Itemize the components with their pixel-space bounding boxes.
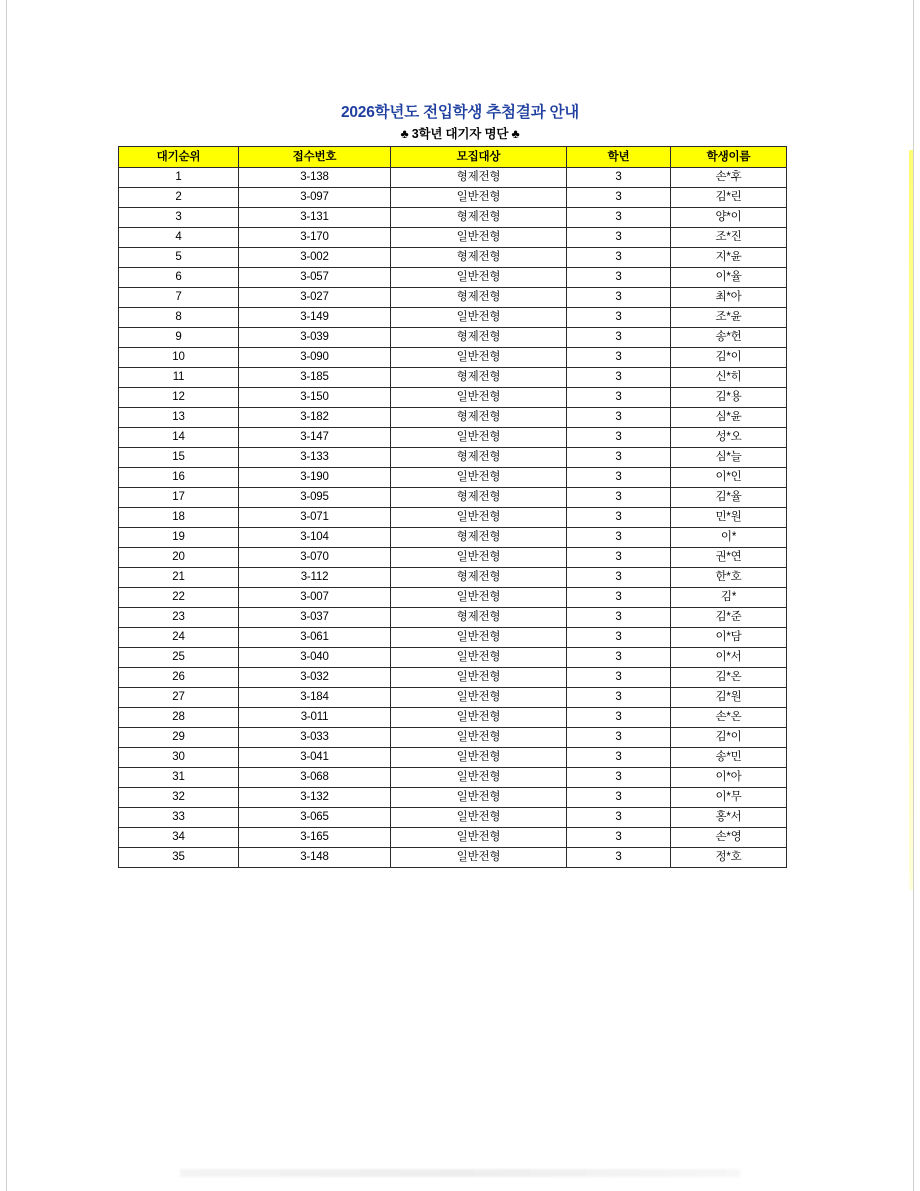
cell-app-no: 3-071	[239, 508, 391, 528]
page-subtitle: ♣ 3학년 대기자 명단 ♣	[400, 127, 520, 141]
cell-type: 형제전형	[391, 368, 567, 388]
cell-app-no: 3-090	[239, 348, 391, 368]
table-row	[119, 828, 787, 848]
cell-name: 신*히	[671, 368, 787, 388]
cell-name: 손*후	[671, 168, 787, 188]
cell-grade: 3	[567, 228, 671, 248]
cell-rank: 18	[119, 508, 239, 528]
cell-app-no: 3-133	[239, 448, 391, 468]
cell-type: 형제전형	[391, 248, 567, 268]
cell-grade: 3	[567, 348, 671, 368]
cell-name: 심*윤	[671, 408, 787, 428]
cell-name: 손*온	[671, 708, 787, 728]
cell-app-no: 3-182	[239, 408, 391, 428]
table-row	[119, 668, 787, 688]
cell-name: 손*영	[671, 828, 787, 848]
cell-rank: 23	[119, 608, 239, 628]
cell-grade: 3	[567, 768, 671, 788]
cell-grade: 3	[567, 548, 671, 568]
cell-app-no: 3-185	[239, 368, 391, 388]
cell-type: 일반전형	[391, 628, 567, 648]
cell-type: 형제전형	[391, 568, 567, 588]
cell-app-no: 3-039	[239, 328, 391, 348]
cell-type: 일반전형	[391, 508, 567, 528]
cell-name: 김*준	[671, 608, 787, 628]
cell-app-no: 3-002	[239, 248, 391, 268]
cell-type: 형제전형	[391, 328, 567, 348]
cell-grade: 3	[567, 208, 671, 228]
cell-rank: 28	[119, 708, 239, 728]
cell-name: 이*	[671, 528, 787, 548]
cell-name: 민*원	[671, 508, 787, 528]
cell-name: 김*이	[671, 348, 787, 368]
cell-app-no: 3-149	[239, 308, 391, 328]
cell-grade: 3	[567, 808, 671, 828]
table-row	[119, 808, 787, 828]
cell-app-no: 3-033	[239, 728, 391, 748]
cell-rank: 29	[119, 728, 239, 748]
cell-grade: 3	[567, 648, 671, 668]
cell-type: 일반전형	[391, 688, 567, 708]
table-row	[119, 228, 787, 248]
table-row	[119, 648, 787, 668]
table-row	[119, 788, 787, 808]
cell-grade: 3	[567, 608, 671, 628]
cell-type: 일반전형	[391, 308, 567, 328]
cell-type: 일반전형	[391, 808, 567, 828]
table-row	[119, 288, 787, 308]
cell-app-no: 3-138	[239, 168, 391, 188]
cell-grade: 3	[567, 668, 671, 688]
cell-rank: 10	[119, 348, 239, 368]
cell-rank: 5	[119, 248, 239, 268]
page-title: 2026학년도 전입학생 추첨결과 안내	[340, 104, 580, 121]
table-row	[119, 708, 787, 728]
table-row	[119, 448, 787, 468]
cell-grade: 3	[567, 748, 671, 768]
cell-grade: 3	[567, 268, 671, 288]
cell-type: 일반전형	[391, 428, 567, 448]
cell-rank: 27	[119, 688, 239, 708]
column-header-rank: 대기순위	[119, 147, 239, 168]
cell-grade: 3	[567, 408, 671, 428]
cell-name: 이*서	[671, 648, 787, 668]
waitlist-table-body	[119, 168, 787, 868]
cell-app-no: 3-032	[239, 668, 391, 688]
cell-rank: 16	[119, 468, 239, 488]
cell-grade: 3	[567, 168, 671, 188]
cell-type: 일반전형	[391, 848, 567, 868]
cell-name: 김*온	[671, 668, 787, 688]
cell-grade: 3	[567, 488, 671, 508]
cell-name: 심*늘	[671, 448, 787, 468]
cell-rank: 14	[119, 428, 239, 448]
table-row	[119, 528, 787, 548]
cell-type: 일반전형	[391, 268, 567, 288]
cell-rank: 15	[119, 448, 239, 468]
table-row	[119, 248, 787, 268]
cell-name: 홍*서	[671, 808, 787, 828]
cell-type: 일반전형	[391, 708, 567, 728]
cell-rank: 32	[119, 788, 239, 808]
cell-grade: 3	[567, 788, 671, 808]
table-row	[119, 588, 787, 608]
cell-grade: 3	[567, 568, 671, 588]
table-row	[119, 208, 787, 228]
cell-name: 지*윤	[671, 248, 787, 268]
cell-rank: 34	[119, 828, 239, 848]
cell-grade: 3	[567, 588, 671, 608]
cell-app-no: 3-190	[239, 468, 391, 488]
cell-rank: 26	[119, 668, 239, 688]
cell-grade: 3	[567, 428, 671, 448]
cell-app-no: 3-097	[239, 188, 391, 208]
table-header-row	[119, 147, 787, 168]
cell-app-no: 3-068	[239, 768, 391, 788]
cell-app-no: 3-150	[239, 388, 391, 408]
cell-name: 한*호	[671, 568, 787, 588]
cell-name: 정*호	[671, 848, 787, 868]
cell-type: 일반전형	[391, 228, 567, 248]
cell-name: 김*린	[671, 188, 787, 208]
table-row	[119, 188, 787, 208]
cell-rank: 4	[119, 228, 239, 248]
cell-name: 이*담	[671, 628, 787, 648]
cell-rank: 31	[119, 768, 239, 788]
cell-name: 김*이	[671, 728, 787, 748]
cell-rank: 19	[119, 528, 239, 548]
table-row	[119, 728, 787, 748]
waitlist-table	[118, 146, 787, 868]
cell-name: 이*율	[671, 268, 787, 288]
cell-grade: 3	[567, 848, 671, 868]
cell-name: 이*무	[671, 788, 787, 808]
column-header-type: 모집대상	[391, 147, 567, 168]
cell-name: 김*율	[671, 488, 787, 508]
cell-type: 형제전형	[391, 288, 567, 308]
cell-name: 김*용	[671, 388, 787, 408]
cell-app-no: 3-095	[239, 488, 391, 508]
cell-app-no: 3-148	[239, 848, 391, 868]
cell-rank: 9	[119, 328, 239, 348]
cell-app-no: 3-070	[239, 548, 391, 568]
table-row	[119, 408, 787, 428]
cell-app-no: 3-037	[239, 608, 391, 628]
cell-grade: 3	[567, 188, 671, 208]
cell-grade: 3	[567, 628, 671, 648]
cell-grade: 3	[567, 528, 671, 548]
cell-app-no: 3-112	[239, 568, 391, 588]
table-row	[119, 308, 787, 328]
cell-grade: 3	[567, 688, 671, 708]
cell-grade: 3	[567, 828, 671, 848]
table-row	[119, 348, 787, 368]
cell-type: 일반전형	[391, 548, 567, 568]
table-row	[119, 628, 787, 648]
cell-app-no: 3-104	[239, 528, 391, 548]
cell-rank: 11	[119, 368, 239, 388]
cell-name: 김*원	[671, 688, 787, 708]
column-header-grade: 학년	[567, 147, 671, 168]
cell-app-no: 3-131	[239, 208, 391, 228]
cell-name: 조*윤	[671, 308, 787, 328]
cell-grade: 3	[567, 388, 671, 408]
cell-type: 일반전형	[391, 388, 567, 408]
cell-type: 형제전형	[391, 408, 567, 428]
cell-type: 일반전형	[391, 748, 567, 768]
column-header-name: 학생이름	[671, 147, 787, 168]
table-row	[119, 688, 787, 708]
cell-grade: 3	[567, 448, 671, 468]
column-header-app-no: 접수번호	[239, 147, 391, 168]
cell-rank: 3	[119, 208, 239, 228]
cell-rank: 13	[119, 408, 239, 428]
table-row	[119, 748, 787, 768]
cell-type: 일반전형	[391, 828, 567, 848]
cell-name: 성*오	[671, 428, 787, 448]
cell-grade: 3	[567, 468, 671, 488]
cell-rank: 1	[119, 168, 239, 188]
table-row	[119, 428, 787, 448]
cell-rank: 25	[119, 648, 239, 668]
cell-app-no: 3-011	[239, 708, 391, 728]
cell-rank: 8	[119, 308, 239, 328]
cell-type: 일반전형	[391, 348, 567, 368]
scan-artifact-smudge	[180, 1169, 740, 1177]
cell-type: 형제전형	[391, 448, 567, 468]
cell-name: 최*아	[671, 288, 787, 308]
cell-app-no: 3-184	[239, 688, 391, 708]
cell-rank: 22	[119, 588, 239, 608]
cell-type: 일반전형	[391, 668, 567, 688]
table-row	[119, 468, 787, 488]
scan-artifact-stripe	[909, 150, 913, 890]
cell-type: 일반전형	[391, 788, 567, 808]
table-row	[119, 548, 787, 568]
cell-type: 일반전형	[391, 648, 567, 668]
table-row	[119, 268, 787, 288]
cell-app-no: 3-170	[239, 228, 391, 248]
cell-name: 권*연	[671, 548, 787, 568]
table-row	[119, 368, 787, 388]
cell-app-no: 3-065	[239, 808, 391, 828]
cell-grade: 3	[567, 728, 671, 748]
cell-rank: 21	[119, 568, 239, 588]
cell-name: 김*	[671, 588, 787, 608]
cell-rank: 7	[119, 288, 239, 308]
table-row	[119, 848, 787, 868]
table-row	[119, 168, 787, 188]
cell-app-no: 3-007	[239, 588, 391, 608]
table-row	[119, 508, 787, 528]
cell-rank: 30	[119, 748, 239, 768]
cell-type: 형제전형	[391, 168, 567, 188]
table-row	[119, 388, 787, 408]
cell-app-no: 3-027	[239, 288, 391, 308]
cell-grade: 3	[567, 308, 671, 328]
cell-rank: 24	[119, 628, 239, 648]
cell-name: 양*이	[671, 208, 787, 228]
cell-grade: 3	[567, 248, 671, 268]
cell-name: 조*진	[671, 228, 787, 248]
cell-type: 일반전형	[391, 768, 567, 788]
cell-rank: 20	[119, 548, 239, 568]
table-row	[119, 568, 787, 588]
cell-name: 송*헌	[671, 328, 787, 348]
cell-type: 일반전형	[391, 728, 567, 748]
cell-name: 이*아	[671, 768, 787, 788]
cell-name: 송*민	[671, 748, 787, 768]
cell-app-no: 3-041	[239, 748, 391, 768]
cell-type: 형제전형	[391, 528, 567, 548]
cell-app-no: 3-040	[239, 648, 391, 668]
cell-type: 형제전형	[391, 208, 567, 228]
cell-rank: 6	[119, 268, 239, 288]
cell-app-no: 3-147	[239, 428, 391, 448]
cell-rank: 17	[119, 488, 239, 508]
cell-grade: 3	[567, 708, 671, 728]
cell-type: 일반전형	[391, 188, 567, 208]
cell-rank: 33	[119, 808, 239, 828]
table-row	[119, 608, 787, 628]
cell-rank: 2	[119, 188, 239, 208]
cell-grade: 3	[567, 288, 671, 308]
table-row	[119, 328, 787, 348]
cell-app-no: 3-061	[239, 628, 391, 648]
cell-app-no: 3-057	[239, 268, 391, 288]
cell-name: 이*인	[671, 468, 787, 488]
cell-rank: 35	[119, 848, 239, 868]
cell-type: 일반전형	[391, 468, 567, 488]
cell-app-no: 3-132	[239, 788, 391, 808]
cell-rank: 12	[119, 388, 239, 408]
cell-grade: 3	[567, 328, 671, 348]
cell-type: 형제전형	[391, 488, 567, 508]
cell-grade: 3	[567, 508, 671, 528]
cell-grade: 3	[567, 368, 671, 388]
table-row	[119, 768, 787, 788]
table-row	[119, 488, 787, 508]
cell-type: 일반전형	[391, 588, 567, 608]
cell-type: 형제전형	[391, 608, 567, 628]
cell-app-no: 3-165	[239, 828, 391, 848]
